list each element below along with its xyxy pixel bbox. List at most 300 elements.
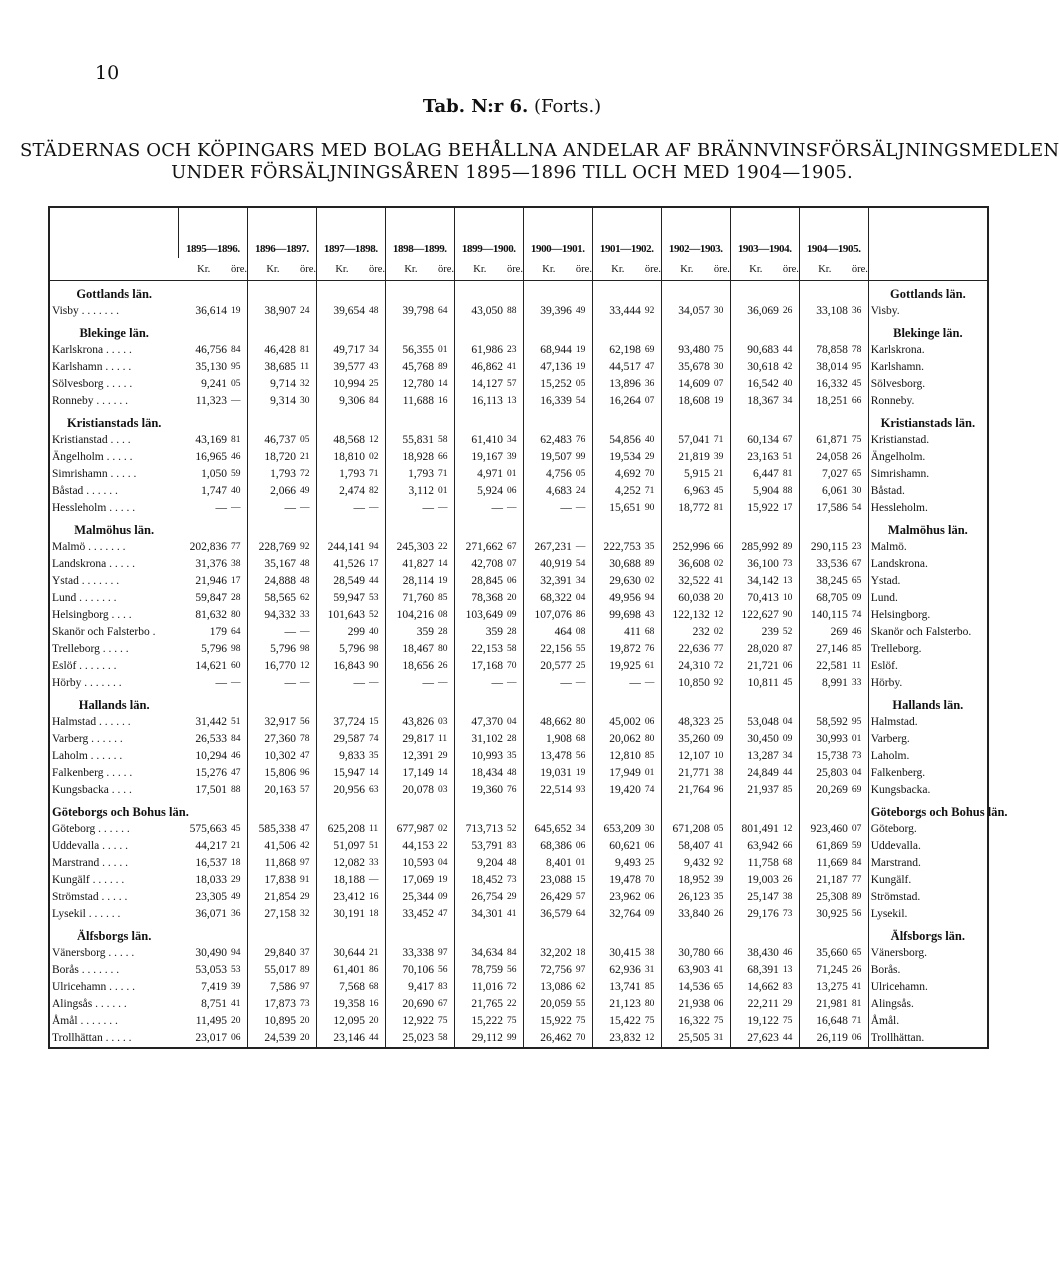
empty-cell: [850, 799, 868, 821]
kronor-value: 15,422: [609, 1015, 641, 1027]
kronor-value: 40,919: [540, 558, 572, 570]
ore-value: 05: [574, 466, 592, 483]
ore-value: 47: [643, 359, 661, 376]
page-title-line-1: STÄDERNAS OCH KÖPINGARS MED BOLAG BEHÅLLNA ANDELAR AF BRÄNNVINSFÖRSÄLJNINGSMEDLEN: [20, 140, 1059, 161]
kronor-value: 12,922: [402, 1015, 434, 1027]
ore-value: 14: [436, 765, 454, 782]
kronor-value: 45,768: [402, 361, 434, 373]
kronor-value: 18,656: [402, 660, 434, 672]
ore-value: 12: [712, 607, 730, 624]
kronor-value: 17,149: [402, 767, 434, 779]
ore-value: 95: [850, 359, 868, 376]
kronor-value: 9,493: [615, 857, 641, 869]
empty-cell: [850, 517, 868, 539]
ore-value: 41: [229, 996, 247, 1013]
empty-cell: [505, 923, 523, 945]
empty-cell: [316, 923, 367, 945]
town-name-right: Kungsbacka.: [868, 782, 988, 799]
town-name-text: Visby: [52, 305, 79, 317]
town-name-right: Falkenberg.: [868, 765, 988, 782]
ore-value: 12: [298, 658, 316, 675]
kronor-value: 29,176: [747, 908, 779, 920]
unit-blank-left: [49, 258, 178, 281]
ore-value: 11: [367, 821, 385, 838]
town-name-text: Malmö: [52, 541, 86, 553]
ore-value: 70: [574, 1030, 592, 1048]
ore-value: 33: [850, 675, 868, 692]
empty-cell: [661, 692, 712, 714]
county-name-right: Kristianstads län.: [868, 410, 988, 432]
ore-value: 07: [505, 556, 523, 573]
town-name-right: Sölvesborg.: [868, 376, 988, 393]
kronor-value: 12,095: [333, 1015, 365, 1027]
kronor-value: 51,097: [333, 840, 365, 852]
kronor-value: 38,014: [816, 361, 848, 373]
ore-value: 43: [367, 359, 385, 376]
ore-value: 57: [298, 782, 316, 799]
town-name: [49, 962, 178, 979]
kronor-value: 19,358: [333, 998, 365, 1010]
ore-value: 73: [850, 748, 868, 765]
ore-value: 19: [712, 393, 730, 410]
kronor-value: 33,338: [402, 947, 434, 959]
ore-value: 05: [298, 432, 316, 449]
empty-cell: [454, 281, 505, 304]
empty-cell: [436, 281, 454, 304]
empty-cell: [781, 923, 799, 945]
ore-value: 89: [298, 962, 316, 979]
empty-cell: [178, 320, 229, 342]
county-name-right: Malmöhus län.: [868, 517, 988, 539]
ore-value: 88: [229, 782, 247, 799]
empty-cell: [574, 799, 592, 821]
ore-value: —: [574, 500, 592, 517]
kronor-value: 78,759: [471, 964, 503, 976]
kronor-value: 55,017: [264, 964, 296, 976]
ore-value: 05: [712, 821, 730, 838]
kronor-value: 299: [347, 626, 365, 638]
town-name-text: Strömstad: [52, 891, 99, 903]
ore-value: 48: [505, 855, 523, 872]
kronor-value: 107,076: [534, 609, 572, 621]
ore-value: 57: [505, 376, 523, 393]
kronor-value: 21,771: [678, 767, 710, 779]
ore-value: 65: [712, 979, 730, 996]
ore-value: 34: [574, 573, 592, 590]
empty-cell: [436, 923, 454, 945]
unit-header-row: [49, 258, 988, 281]
empty-cell: [592, 799, 643, 821]
empty-cell: [643, 923, 661, 945]
kronor-value: 41,506: [264, 840, 296, 852]
town-name: [49, 303, 178, 320]
ore-value: 72: [298, 466, 316, 483]
kronor-value: 4,252: [615, 485, 641, 497]
kronor-value: 20,690: [402, 998, 434, 1010]
empty-cell: [592, 281, 643, 304]
ore-value: 97: [298, 855, 316, 872]
leader-dots: . . . . . . .: [76, 592, 117, 604]
kronor-value: 7,586: [270, 981, 296, 993]
ore-value: 56: [574, 748, 592, 765]
county-name-right: Hallands län.: [868, 692, 988, 714]
empty-cell: [712, 517, 730, 539]
kronor-value: 61,869: [816, 840, 848, 852]
kronor-value: 53,048: [747, 716, 779, 728]
town-row: [49, 889, 988, 906]
kronor-value: 62,936: [609, 964, 641, 976]
ore-value: 98: [229, 641, 247, 658]
town-name-right: Uddevalla.: [868, 838, 988, 855]
kronor-value: 57,041: [678, 434, 710, 446]
town-row: [49, 342, 988, 359]
empty-cell: [385, 799, 436, 821]
kronor-value: 30,415: [609, 947, 641, 959]
town-name: [49, 573, 178, 590]
kronor-value: 35,678: [678, 361, 710, 373]
ore-value: 31: [643, 962, 661, 979]
kronor-value: —: [422, 677, 434, 689]
leader-dots: . . . . .: [103, 767, 133, 779]
town-name-right: Båstad.: [868, 483, 988, 500]
ore-value: 58: [436, 1030, 454, 1048]
continued-label: (Forts.): [534, 96, 602, 117]
empty-cell: [730, 410, 781, 432]
ore-value: 89: [781, 539, 799, 556]
kronor-value: 36,608: [678, 558, 710, 570]
county-heading-row: [49, 410, 988, 432]
kronor-value: 32,764: [609, 908, 641, 920]
ore-value: 85: [850, 641, 868, 658]
kronor-value: 43,826: [402, 716, 434, 728]
kronor-value: 18,188: [333, 874, 365, 886]
county-name: Göteborgs och Bohus län.: [49, 799, 178, 821]
kronor-value: 13,896: [609, 378, 641, 390]
kronor-value: 239: [761, 626, 779, 638]
kronor-value: 8,401: [546, 857, 572, 869]
kronor-value: 11,323: [195, 395, 227, 407]
ore-value: 32: [298, 906, 316, 923]
ore-value: 81: [229, 432, 247, 449]
table-number: Tab. N:r 6.: [422, 96, 529, 117]
kronor-value: 14,662: [747, 981, 779, 993]
empty-cell: [385, 923, 436, 945]
leader-dots: . . . . .: [99, 840, 129, 852]
ore-value: 04: [850, 765, 868, 782]
kronor-value: 21,187: [816, 874, 848, 886]
kronor-value: 15,922: [747, 502, 779, 514]
town-row: [49, 658, 988, 675]
kronor-value: 71,760: [402, 592, 434, 604]
kronor-value: 18,928: [402, 451, 434, 463]
kronor-value: 28,549: [333, 575, 365, 587]
town-row: [49, 962, 988, 979]
ore-value: 19: [574, 765, 592, 782]
ore-value: 75: [781, 1013, 799, 1030]
ore-value: 47: [229, 765, 247, 782]
ore-value: 59: [229, 466, 247, 483]
ore-value: 34: [367, 342, 385, 359]
kronor-value: 10,811: [747, 677, 779, 689]
ore-value: —: [574, 539, 592, 556]
kronor-value: 39,396: [540, 305, 572, 317]
ore-value: 89: [436, 359, 454, 376]
ore-value: 75: [850, 432, 868, 449]
ore-value: 55: [574, 641, 592, 658]
kronor-value: 44,217: [195, 840, 227, 852]
ore-value: 35: [643, 539, 661, 556]
ore-value: 96: [712, 782, 730, 799]
town-row: [49, 393, 988, 410]
kronor-value: 4,692: [615, 468, 641, 480]
empty-cell: [229, 799, 247, 821]
ore-value: 64: [436, 303, 454, 320]
ore-value: 07: [643, 393, 661, 410]
town-name: [49, 393, 178, 410]
ore-value: 39: [712, 449, 730, 466]
kronor-value: 24,539: [247, 1030, 298, 1048]
empty-cell: [799, 517, 850, 539]
ore-value: 30: [712, 303, 730, 320]
town-name: [49, 466, 178, 483]
town-name: [49, 539, 178, 556]
ore-value: 74: [850, 607, 868, 624]
leader-dots: . . . .: [108, 784, 132, 796]
kronor-value: 271,662: [465, 541, 503, 553]
ore-value: 95: [229, 359, 247, 376]
ore-unit-label: öre.: [367, 258, 385, 281]
county-name: Älfsborgs län.: [49, 923, 178, 945]
town-row: [49, 821, 988, 838]
empty-cell: [712, 692, 730, 714]
kronor-value: 12,780: [402, 378, 434, 390]
ore-value: 29: [436, 748, 454, 765]
ore-value: 84: [505, 945, 523, 962]
empty-cell: [454, 923, 505, 945]
ore-value: 75: [712, 342, 730, 359]
ore-value: 20: [298, 1030, 316, 1048]
kronor-value: 34,634: [471, 947, 503, 959]
kronor-value: 31,376: [195, 558, 227, 570]
kronor-value: 36,100: [747, 558, 779, 570]
town-name-right: Karlshamn.: [868, 359, 988, 376]
kronor-value: 38,685: [264, 361, 296, 373]
kronor-value: 60,038: [678, 592, 710, 604]
ore-value: 66: [850, 393, 868, 410]
kronor-value: 10,294: [195, 750, 227, 762]
kronor-value: 23,412: [333, 891, 365, 903]
ore-value: —: [229, 500, 247, 517]
empty-cell: [712, 799, 730, 821]
kronor-value: 29,817: [402, 733, 434, 745]
town-row: [49, 675, 988, 692]
kronor-value: 267,231: [534, 541, 572, 553]
kronor-value: 78,368: [471, 592, 503, 604]
ore-value: 34: [505, 432, 523, 449]
town-name-right: Laholm.: [868, 748, 988, 765]
town-name-text: Ängelholm: [52, 451, 104, 463]
empty-cell: [574, 517, 592, 539]
kronor-value: 411: [624, 626, 641, 638]
kronor-value: 33,444: [609, 305, 641, 317]
town-row: [49, 872, 988, 889]
ore-value: 12: [781, 821, 799, 838]
ore-value: 56: [505, 962, 523, 979]
town-row: [49, 906, 988, 923]
kronor-value: 33,108: [816, 305, 848, 317]
town-row: [49, 500, 988, 517]
kronor-value: 16,339: [540, 395, 572, 407]
kronor-value: 15,222: [471, 1015, 503, 1027]
empty-cell: [367, 281, 385, 304]
ore-value: 76: [574, 432, 592, 449]
ore-value: 83: [436, 979, 454, 996]
kronor-value: 18,434: [471, 767, 503, 779]
ore-value: 02: [436, 821, 454, 838]
kronor-value: 17,168: [471, 660, 503, 672]
town-name-right: Kungälf.: [868, 872, 988, 889]
empty-cell: [781, 281, 799, 304]
leader-dots: . . . . .: [106, 502, 136, 514]
header-blank-left: [49, 207, 178, 258]
empty-cell: [799, 799, 850, 821]
ore-value: 61: [643, 658, 661, 675]
kronor-value: 244,141: [327, 541, 365, 553]
ore-value: 68: [367, 979, 385, 996]
town-name-right: Lund.: [868, 590, 988, 607]
ore-value: 13: [505, 393, 523, 410]
ore-value: 81: [781, 466, 799, 483]
ore-value: 60: [229, 658, 247, 675]
kronor-value: 34,057: [678, 305, 710, 317]
town-name-text: Hörby: [52, 677, 82, 689]
kronor-value: 104,216: [396, 609, 434, 621]
empty-cell: [316, 692, 367, 714]
empty-cell: [316, 799, 367, 821]
kronor-value: 2,474: [339, 485, 365, 497]
ore-value: 93: [574, 782, 592, 799]
ore-unit-label: öre.: [505, 258, 523, 281]
empty-cell: [436, 320, 454, 342]
kronor-value: 61,871: [816, 434, 848, 446]
kronor-value: 26,429: [540, 891, 572, 903]
ore-value: 48: [298, 556, 316, 573]
town-name-text: Sölvesborg: [52, 378, 104, 390]
ore-value: 04: [574, 590, 592, 607]
kronor-value: 61,401: [333, 964, 365, 976]
town-name-text: Åmål: [52, 1015, 78, 1027]
ore-value: 51: [367, 838, 385, 855]
ore-value: 68: [643, 624, 661, 641]
kronor-value: 23,017: [178, 1030, 229, 1048]
kronor-value: 55,831: [402, 434, 434, 446]
kronor-value: 78,858: [816, 344, 848, 356]
ore-value: 72: [505, 979, 523, 996]
kronor-value: 16,264: [609, 395, 641, 407]
kronor-value: 32,202: [540, 947, 572, 959]
kronor-value: 31,442: [195, 716, 227, 728]
empty-cell: [505, 692, 523, 714]
ore-value: 40: [643, 432, 661, 449]
kronor-value: 7,027: [821, 468, 848, 480]
county-heading-row: [49, 517, 988, 539]
ore-value: 78: [850, 342, 868, 359]
kr-unit-label: Kr.: [178, 258, 229, 281]
kronor-value: 23,146: [316, 1030, 367, 1048]
empty-cell: [247, 799, 298, 821]
ore-value: 39: [712, 872, 730, 889]
town-name: [49, 1030, 178, 1048]
town-name-right: Malmö.: [868, 539, 988, 556]
kronor-value: 19,925: [609, 660, 641, 672]
kronor-value: 43,050: [471, 305, 503, 317]
town-name-right: Vänersborg.: [868, 945, 988, 962]
empty-cell: [247, 517, 298, 539]
town-name-text: Simrishamn: [52, 468, 108, 480]
ore-value: 06: [850, 1030, 868, 1048]
leader-dots: . . . . .: [98, 891, 128, 903]
kronor-value: 30,925: [816, 908, 848, 920]
ore-value: 47: [436, 906, 454, 923]
empty-cell: [367, 923, 385, 945]
kronor-value: 43,169: [195, 434, 227, 446]
kronor-value: 36,071: [195, 908, 227, 920]
kronor-value: 140,115: [810, 609, 848, 621]
ore-value: 06: [229, 1030, 247, 1048]
kronor-value: 44,153: [402, 840, 434, 852]
kronor-value: 15,651: [609, 502, 641, 514]
kronor-value: 179: [209, 626, 227, 638]
ore-value: 19: [574, 359, 592, 376]
kronor-value: 46,428: [264, 344, 296, 356]
ore-value: 07: [850, 821, 868, 838]
ore-value: 01: [436, 483, 454, 500]
ore-value: 74: [643, 782, 661, 799]
kronor-value: 20,059: [540, 998, 572, 1010]
kronor-value: 585,338: [258, 823, 296, 835]
kr-unit-label: Kr.: [247, 258, 298, 281]
ore-value: 29: [229, 872, 247, 889]
kr-unit-label: Kr.: [316, 258, 367, 281]
ore-value: 29: [298, 889, 316, 906]
ore-value: 34: [574, 821, 592, 838]
town-name-text: Alingsås: [52, 998, 93, 1010]
ore-value: 36: [850, 303, 868, 320]
ore-value: 51: [229, 714, 247, 731]
empty-cell: [229, 692, 247, 714]
leader-dots: . . . . .: [107, 468, 137, 480]
kronor-value: 2,066: [270, 485, 296, 497]
kronor-value: 16,322: [678, 1015, 710, 1027]
kronor-value: 23,832: [592, 1030, 643, 1048]
header-blank-right: [868, 207, 988, 258]
kronor-value: —: [353, 677, 365, 689]
empty-cell: [730, 281, 781, 304]
kronor-value: 39,798: [402, 305, 434, 317]
year-header-row: [49, 207, 988, 258]
kronor-value: 18,720: [264, 451, 296, 463]
ore-value: 28: [505, 731, 523, 748]
town-name: [49, 714, 178, 731]
ore-value: 92: [298, 539, 316, 556]
ore-value: 28: [505, 624, 523, 641]
kronor-value: 16,332: [816, 378, 848, 390]
kronor-value: 14,621: [195, 660, 227, 672]
empty-cell: [367, 410, 385, 432]
empty-cell: [229, 923, 247, 945]
empty-cell: [523, 923, 574, 945]
kronor-value: 30,688: [609, 558, 641, 570]
